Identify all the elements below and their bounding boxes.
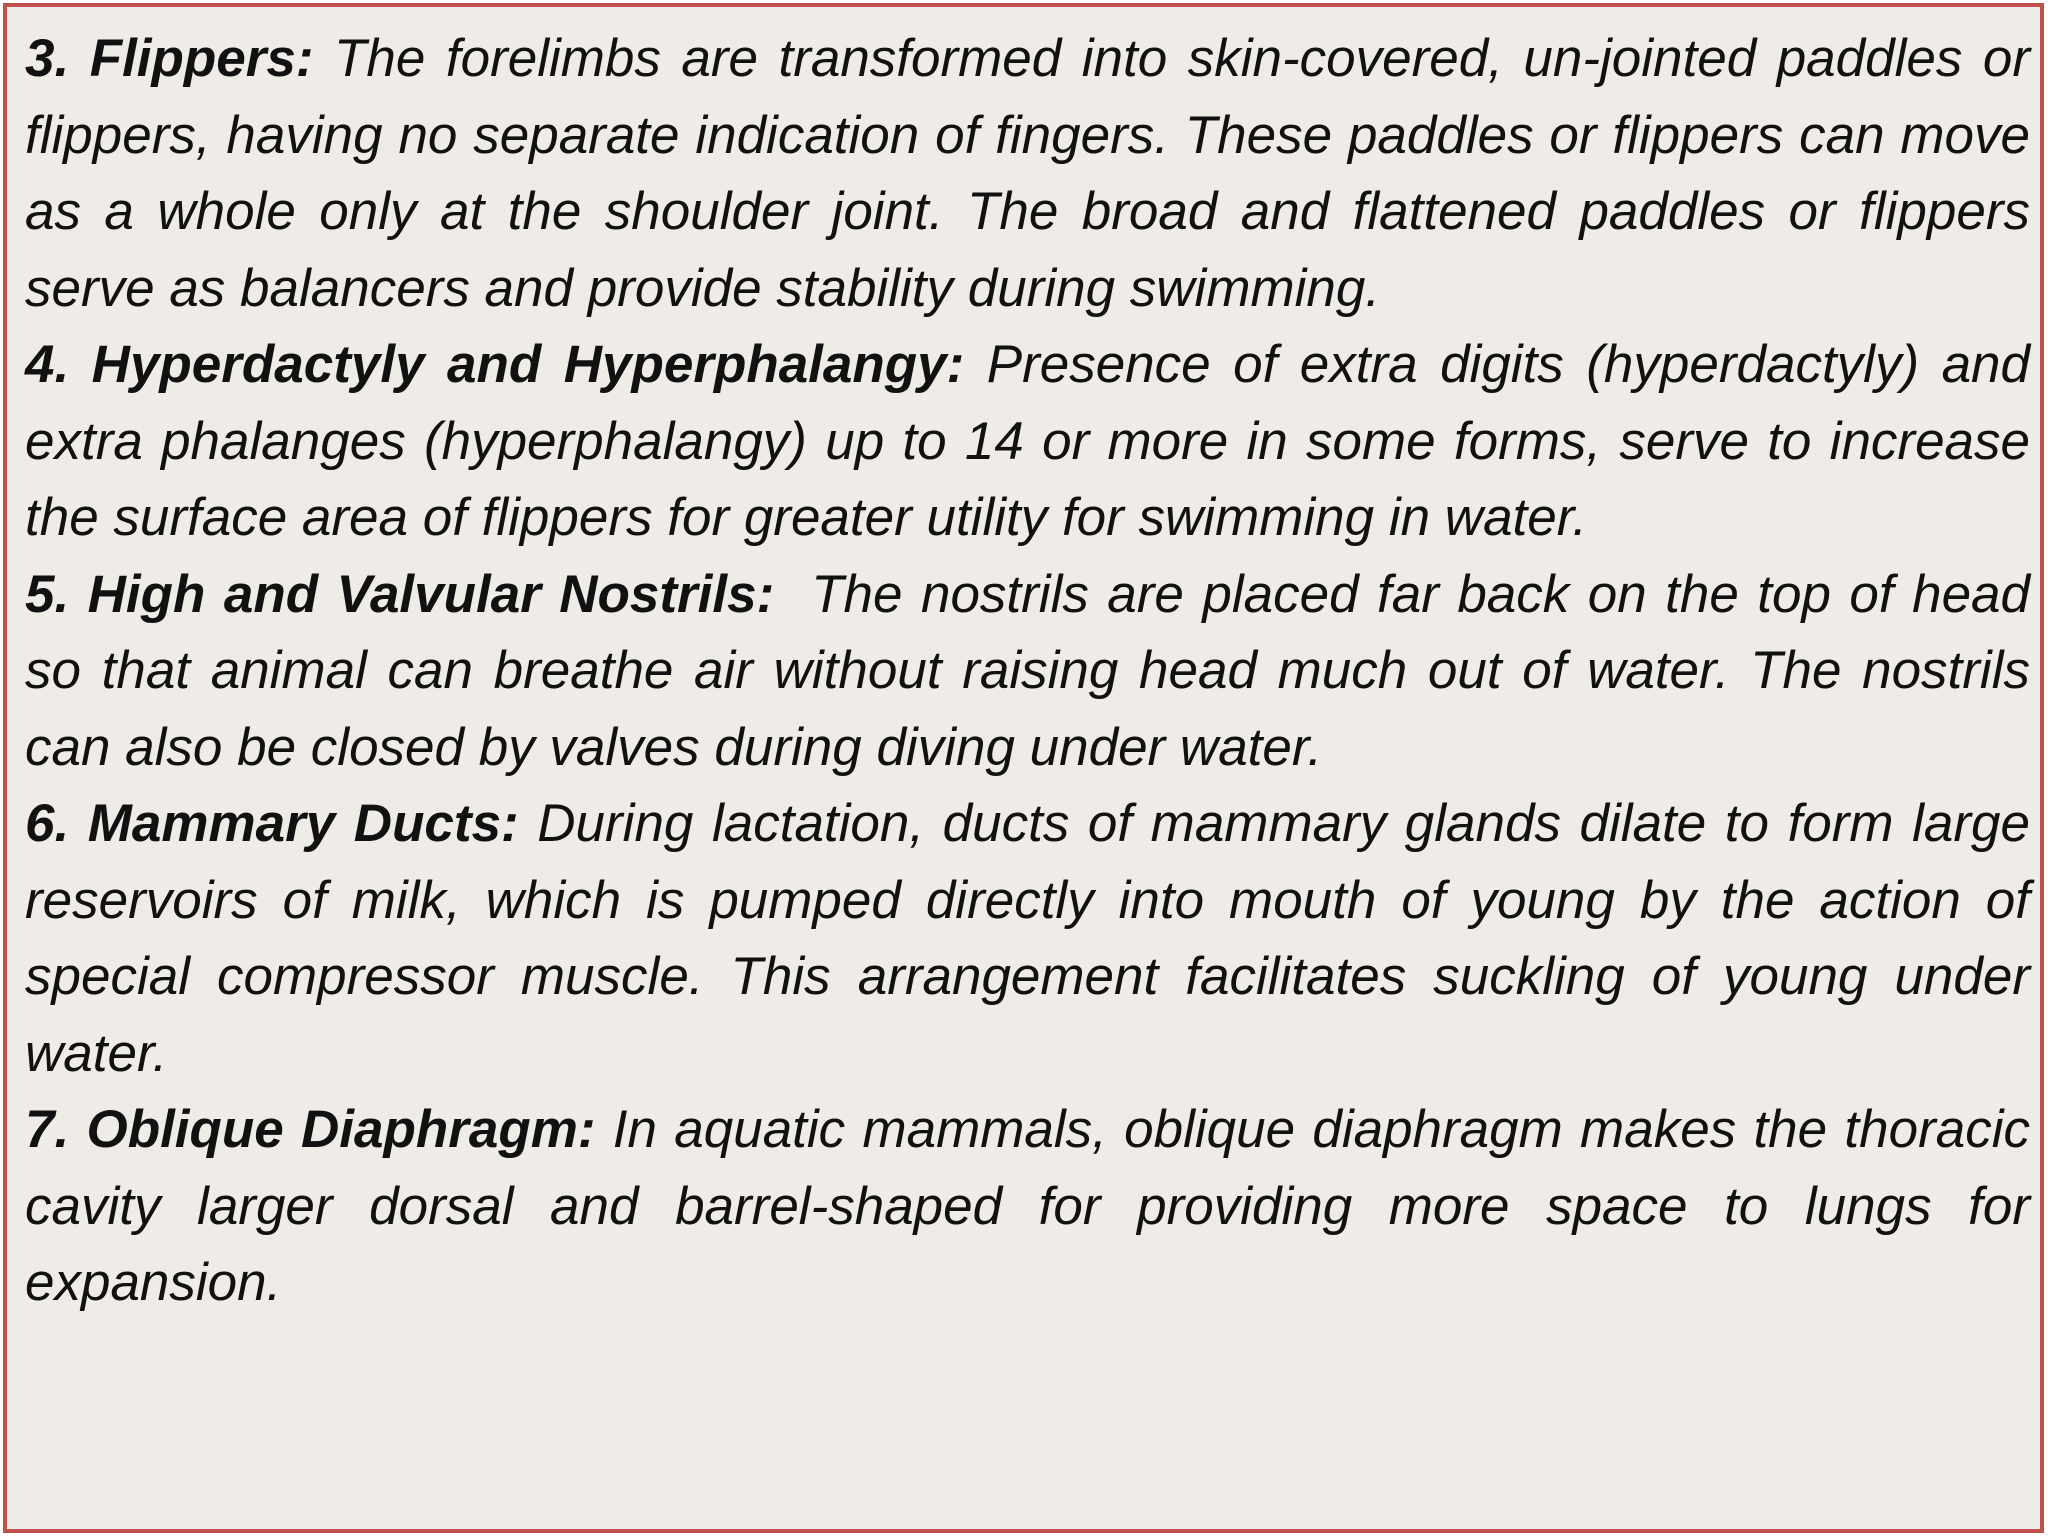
- item-heading: 5. High and Valvular Nostrils:: [25, 564, 775, 624]
- item-body: Presence of extra digits (hyperdactyly) and extra phalanges (hyperphalangy) up to 14 or more in some forms, serve to increase the surface area of flippers for greater utility for swimming in water.: [25, 335, 2030, 547]
- list-item-mammary-ducts: [25, 786, 2030, 1092]
- item-heading: 3. Flippers:: [25, 29, 314, 88]
- list-item-nostrils: [25, 557, 2030, 787]
- list-item-hyperdactyly: [25, 327, 2030, 557]
- item-heading: 7. Oblique Diaphragm:: [25, 1100, 596, 1159]
- item-heading: 6. Mammary Ducts:: [25, 794, 519, 853]
- list-item-flippers: [25, 21, 2030, 327]
- adaptation-list: [25, 21, 2030, 1322]
- list-item-diaphragm: [25, 1092, 2030, 1322]
- item-heading: 4. Hyperdactyly and Hyperphalangy:: [25, 335, 965, 394]
- text-panel: [3, 3, 2044, 1533]
- item-body: The forelimbs are transformed into skin-covered, un-jointed paddles or flippers, having no separate indication of fingers. These paddles or flippers can move as a whole only at the shoulder joint. The broad and flattened paddles or flippers serve as balancers and provide stability during swimming.: [25, 29, 2030, 318]
- item-body: In aquatic mammals, oblique diaphragm makes the thoracic cavity larger dorsal and barrel-shaped for providing more space to lungs for expansion.: [25, 1100, 2030, 1312]
- item-body: During lactation, ducts of mammary glands dilate to form large reservoirs of milk, which is pumped directly into mouth of young by the action of special compressor muscle. This arrangement facilitates suckling of young under water.: [25, 794, 2030, 1083]
- item-body: The nostrils are placed far back on the top of head so that animal can breathe air without raising head much out of water. The nostrils can also be closed by valves during diving under water.: [25, 564, 2030, 777]
